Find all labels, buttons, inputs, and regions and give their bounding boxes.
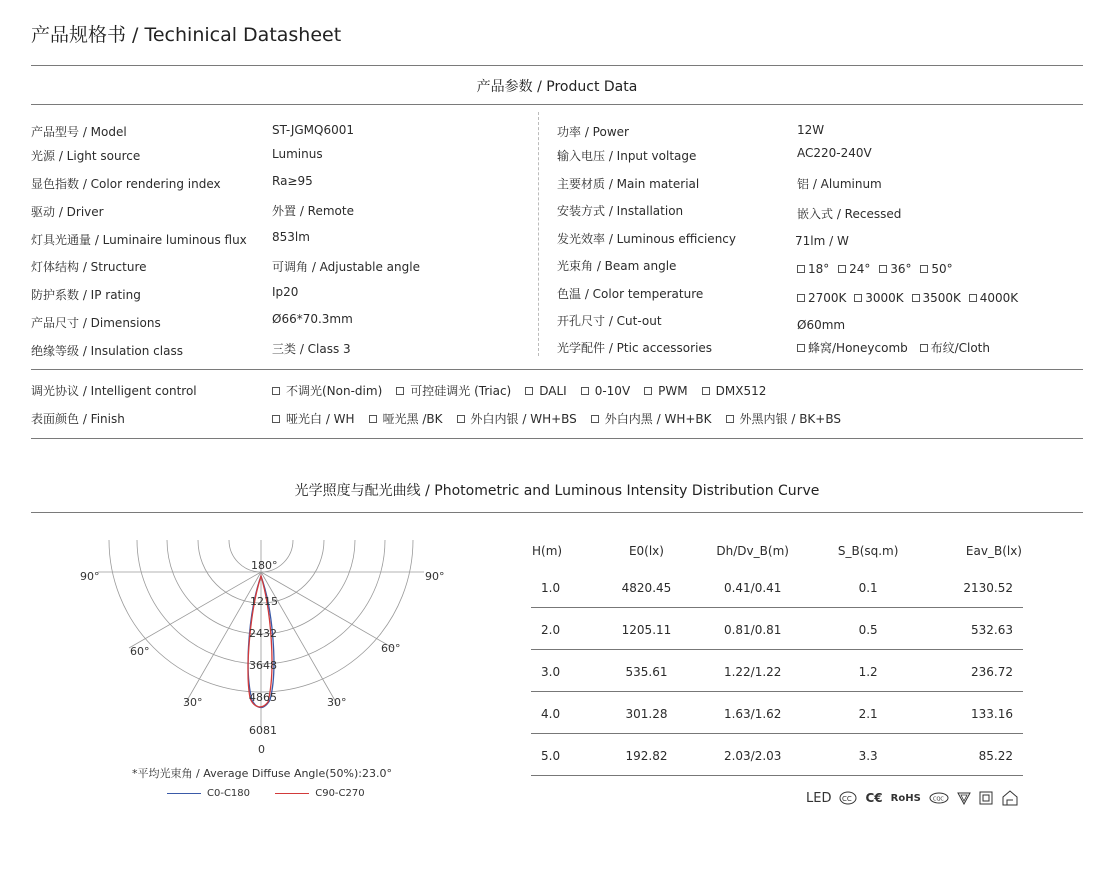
- spec-value: Ip20: [272, 285, 299, 299]
- spec-value: 铝 / Aluminum: [797, 177, 882, 191]
- table-row: [531, 650, 1023, 692]
- color-temp-options: [797, 291, 1022, 305]
- control-option[interactable]: PWM: [644, 382, 687, 399]
- spec-value: Ø60mm: [797, 318, 846, 332]
- spec-value: 嵌入式 / Recessed: [797, 207, 902, 221]
- svg-text:CQC: CQC: [932, 796, 944, 803]
- polar-legend: [167, 788, 365, 799]
- beam-angle-option[interactable]: 18°: [797, 262, 829, 276]
- spec-label: 色温 / Color temperature: [557, 287, 704, 301]
- table-cell: 1.0: [531, 566, 603, 608]
- table-cell: 2.03/2.03: [690, 734, 816, 776]
- table-row: [531, 734, 1023, 776]
- divider: [31, 438, 1083, 439]
- beam-angle-options: [797, 262, 958, 276]
- checkbox-icon: [969, 294, 977, 302]
- spec-label: 灯体结构 / Structure: [31, 260, 147, 274]
- table-cell: 2.1: [815, 692, 920, 734]
- angle-label-90-right: 90°: [425, 570, 445, 583]
- checkbox-icon: [581, 387, 589, 395]
- table-cell: 2.0: [531, 608, 603, 650]
- checkbox-icon: [726, 415, 734, 423]
- table-row: [531, 608, 1023, 650]
- column-header: Eav_B(lx): [965, 544, 1022, 558]
- beam-angle-option[interactable]: 24°: [838, 262, 870, 276]
- checkbox-icon: [797, 294, 805, 302]
- spec-label: 灯具光通量 / Luminaire luminous flux: [31, 233, 247, 247]
- checkbox-icon: [369, 415, 377, 423]
- control-option[interactable]: DMX512: [702, 382, 767, 399]
- radial-label: 1215: [250, 595, 278, 608]
- table-cell: 236.72: [921, 650, 1023, 692]
- cqc-icon: [929, 792, 949, 804]
- spec-label: 安装方式 / Installation: [557, 204, 684, 218]
- average-angle-note: *平均光束角 / Average Diffuse Angle(50%):23.0°: [132, 767, 392, 780]
- column-divider: [538, 112, 539, 356]
- spec-label: 开孔尺寸 / Cut-out: [557, 314, 662, 328]
- finish-option[interactable]: 外黑内银 / BK+BS: [726, 410, 841, 427]
- spec-value: 12W: [797, 123, 825, 137]
- spec-label: 光学配件 / Ptic accessories: [557, 341, 713, 355]
- table-cell: 4820.45: [603, 566, 690, 608]
- spec-label: 产品尺寸 / Dimensions: [31, 316, 161, 330]
- finish-label: 表面颜色 / Finish: [31, 412, 125, 426]
- spec-label: 显色指数 / Color rendering index: [31, 177, 221, 191]
- photometric-table: [531, 536, 1023, 776]
- table-cell: 0.5: [815, 608, 920, 650]
- recessed-mount-icon: [1001, 790, 1019, 806]
- radial-label: 3648: [249, 659, 277, 672]
- color-temp-option[interactable]: 4000K: [969, 291, 1018, 305]
- angle-label-60-right: 60°: [381, 642, 401, 655]
- product-data-title: 产品参数 / Product Data: [476, 79, 638, 95]
- control-option[interactable]: DALI: [525, 382, 566, 399]
- table-cell: 1205.11: [603, 608, 690, 650]
- table-cell: 2130.52: [921, 566, 1023, 608]
- table-row: [531, 692, 1023, 734]
- angle-label-30-right: 30°: [327, 696, 347, 709]
- spec-label: 驱动 / Driver: [31, 205, 104, 219]
- spec-value: 71lm / W: [795, 234, 849, 248]
- divider: [31, 369, 1083, 370]
- table-cell: 1.2: [815, 650, 920, 692]
- column-header: H(m): [532, 544, 563, 558]
- spec-value: Luminus: [272, 147, 323, 161]
- control-options: [272, 382, 780, 399]
- polar-distribution-diagram: [60, 530, 480, 770]
- table-row: [531, 566, 1023, 608]
- angle-label-30-left: 30°: [183, 696, 203, 709]
- checkbox-icon: [838, 265, 846, 273]
- color-temp-option[interactable]: 3000K: [854, 291, 903, 305]
- divider: [31, 512, 1083, 513]
- spec-label: 产品型号 / Model: [31, 125, 127, 139]
- checkbox-icon: [854, 294, 862, 302]
- table-cell: 4.0: [531, 692, 603, 734]
- spec-label: 光束角 / Beam angle: [557, 259, 677, 273]
- polar-spoke: [261, 572, 393, 648]
- accessories-options: [797, 339, 1004, 356]
- spec-value: Ø66*70.3mm: [272, 312, 353, 326]
- control-option[interactable]: 可控硅调光 (Triac): [396, 382, 511, 399]
- column-header: Dh/Dv_B(m): [716, 544, 789, 558]
- accessory-option[interactable]: 蜂窝/Honeycomb: [797, 339, 908, 356]
- ce-icon: C€: [865, 791, 883, 805]
- double-insulation-icon: [979, 791, 993, 805]
- page-title: 产品规格书 / Techinical Datasheet: [31, 24, 342, 46]
- checkbox-icon: [879, 265, 887, 273]
- spec-value: 可调角 / Adjustable angle: [272, 260, 420, 274]
- accessory-option[interactable]: 布纹/Cloth: [920, 339, 990, 356]
- spec-value: 三类 / Class 3: [272, 342, 351, 356]
- control-option[interactable]: 不调光(Non-dim): [272, 382, 382, 399]
- checkbox-icon: [525, 387, 533, 395]
- spec-label: 主要材质 / Main material: [557, 177, 700, 191]
- svg-text:CC: CC: [842, 795, 853, 803]
- table-cell: 0.1: [815, 566, 920, 608]
- checkbox-icon: [797, 344, 805, 352]
- legend-swatch-c0: [167, 793, 201, 794]
- checkbox-icon: [912, 294, 920, 302]
- checkbox-icon: [272, 387, 280, 395]
- angle-label-180: 180°: [251, 559, 278, 572]
- checkbox-icon: [797, 265, 805, 273]
- column-header: E0(lx): [628, 544, 664, 558]
- table-cell: 301.28: [603, 692, 690, 734]
- polar-spoke: [129, 572, 261, 648]
- spec-label: 绝缘等级 / Insulation class: [31, 344, 183, 358]
- divider: [31, 65, 1083, 66]
- spec-value: Ra≥95: [272, 174, 313, 188]
- table-cell: 535.61: [603, 650, 690, 692]
- checkbox-icon: [920, 265, 928, 273]
- certification-icons: [806, 790, 1019, 806]
- table-cell: 1.63/1.62: [690, 692, 816, 734]
- spec-value: ST-JGMQ6001: [272, 123, 355, 137]
- angle-label-60-left: 60°: [130, 645, 150, 658]
- table-cell: 85.22: [921, 734, 1023, 776]
- divider: [31, 104, 1083, 105]
- radial-label: 4865: [249, 691, 277, 704]
- table-cell: 3.3: [815, 734, 920, 776]
- spec-label: 功率 / Power: [557, 125, 629, 139]
- table-cell: 532.63: [921, 608, 1023, 650]
- checkbox-icon: [396, 387, 404, 395]
- table-header: [531, 536, 1023, 566]
- table-cell: 5.0: [531, 734, 603, 776]
- spec-value: 外置 / Remote: [272, 204, 354, 218]
- spec-label: 光源 / Light source: [31, 149, 141, 163]
- table-cell: 192.82: [603, 734, 690, 776]
- spec-value: 853lm: [272, 230, 310, 244]
- table-cell: 0.81/0.81: [690, 608, 816, 650]
- finish-option[interactable]: 哑光白 / WH: [272, 410, 355, 427]
- table-cell: 133.16: [921, 692, 1023, 734]
- spec-label: 发光效率 / Luminous efficiency: [557, 232, 736, 246]
- beam-angle-option[interactable]: 36°: [879, 262, 911, 276]
- radial-label: 2432: [249, 627, 277, 640]
- control-option[interactable]: 0-10V: [581, 382, 630, 399]
- table-cell: 0.41/0.41: [690, 566, 816, 608]
- checkbox-icon: [457, 415, 465, 423]
- beam-angle-option[interactable]: 50°: [920, 262, 952, 276]
- rohs-icon: RoHS: [890, 792, 921, 804]
- checkbox-icon: [920, 344, 928, 352]
- control-label: 调光协议 / Intelligent control: [31, 384, 197, 398]
- legend-label: C0-C180: [207, 788, 251, 799]
- angle-label-0: 0: [258, 743, 265, 756]
- checkbox-icon: [591, 415, 599, 423]
- legend-swatch-c90: [275, 793, 309, 794]
- spec-label: 防护系数 / IP rating: [31, 288, 141, 302]
- checkbox-icon: [702, 387, 710, 395]
- finish-options: [272, 410, 855, 427]
- ccc-icon: [839, 791, 857, 805]
- table-cell: 3.0: [531, 650, 603, 692]
- finish-option[interactable]: 外白内黑 / WH+BK: [591, 410, 712, 427]
- column-header: S_B(sq.m): [837, 544, 899, 558]
- photometric-title: 光学照度与配光曲线 / Photometric and Luminous Intensity Distribution Curve: [294, 483, 820, 499]
- checkbox-icon: [272, 415, 280, 423]
- spec-label: 输入电压 / Input voltage: [557, 149, 697, 163]
- color-temp-option[interactable]: 3500K: [912, 291, 961, 305]
- radial-label: 6081: [249, 724, 277, 737]
- finish-option[interactable]: 外白内银 / WH+BS: [457, 410, 577, 427]
- led-icon: LED: [806, 790, 832, 806]
- angle-label-90-left: 90°: [80, 570, 100, 583]
- spec-value: AC220-240V: [797, 146, 872, 160]
- checkbox-icon: [644, 387, 652, 395]
- triangle-mark-icon: [957, 791, 971, 805]
- finish-option[interactable]: 哑光黑 /BK: [369, 410, 443, 427]
- legend-label: C90-C270: [315, 788, 365, 799]
- table-cell: 1.22/1.22: [690, 650, 816, 692]
- color-temp-option[interactable]: 2700K: [797, 291, 846, 305]
